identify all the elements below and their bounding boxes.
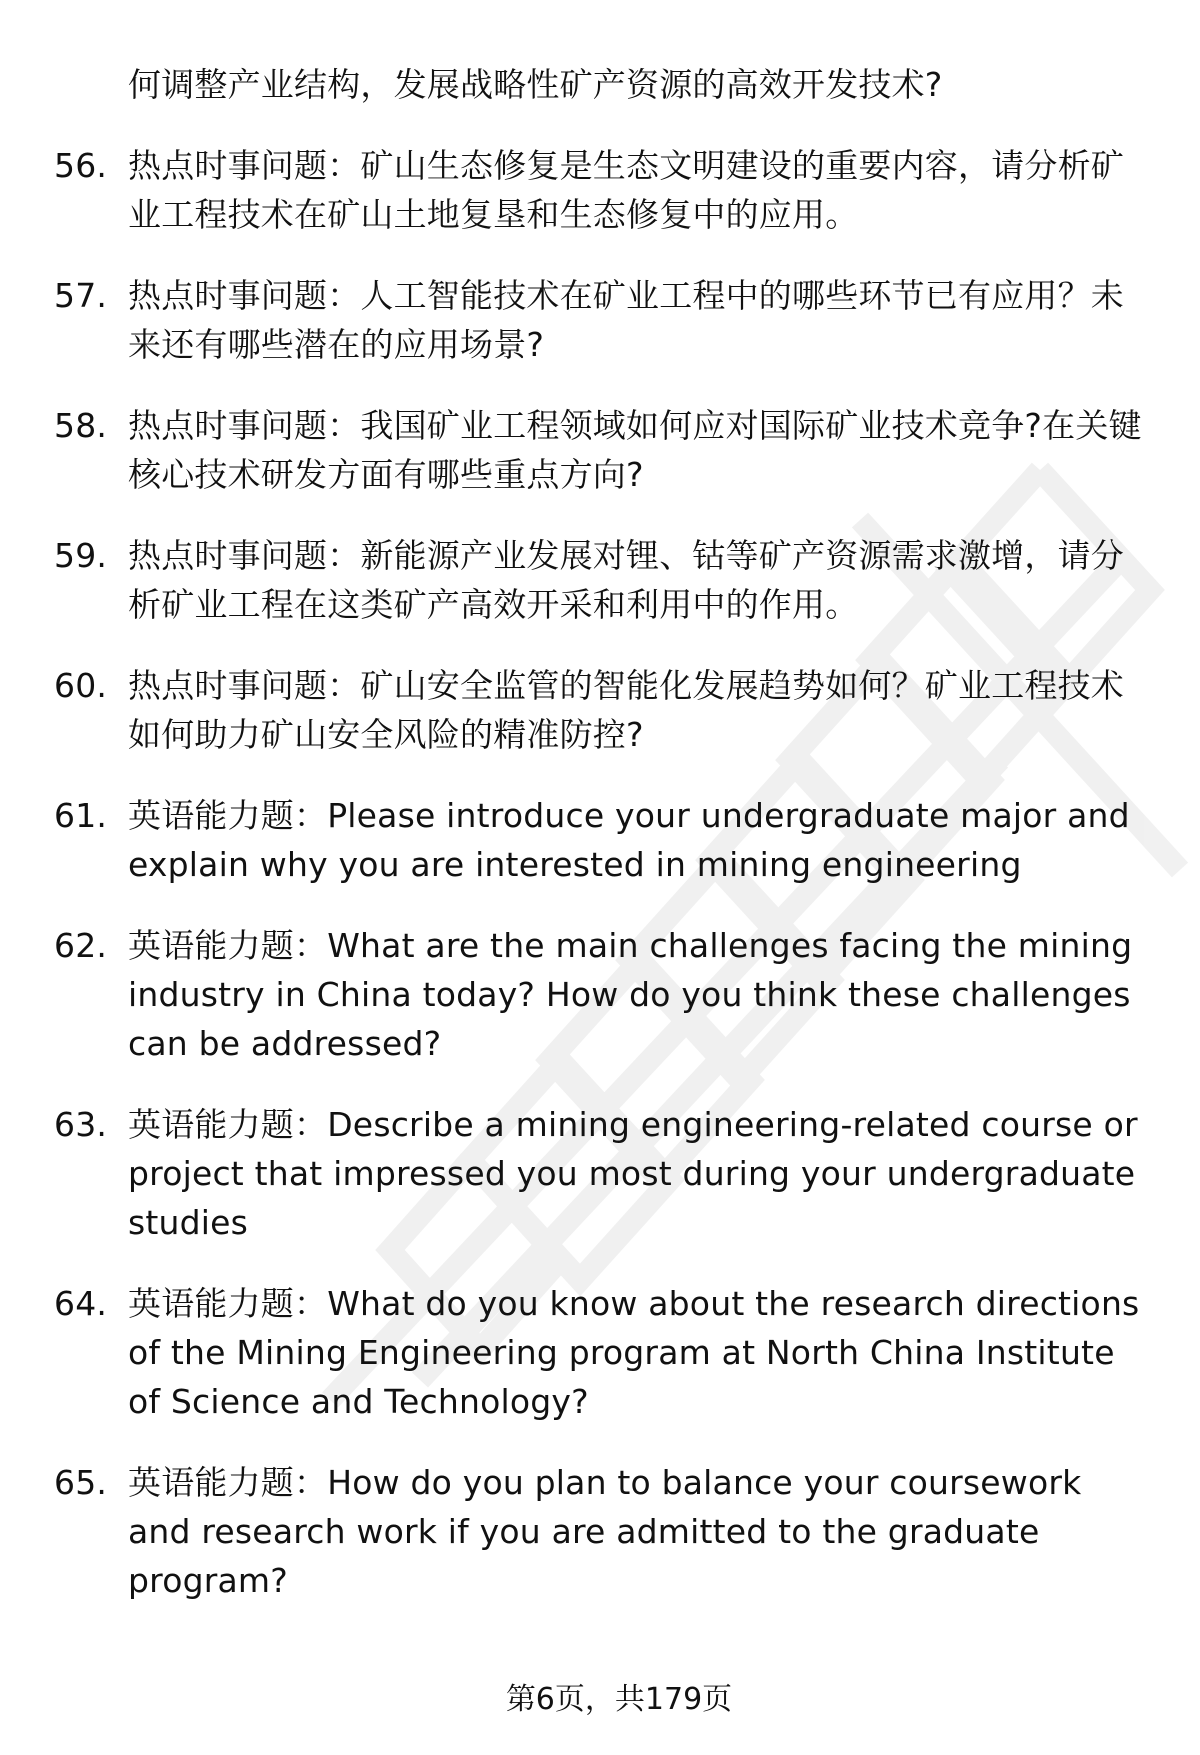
question-number: 59. [54,536,108,575]
question-item [0,661,1200,759]
question-continuation [0,60,1200,109]
question-number: 58. [54,406,108,445]
question-text: 英语能力题：What are the main challenges facing the mining industry in China today? How do you think these challenges can be addressed? [128,926,1133,1063]
question-text: 何调整产业结构，发展战略性矿产资源的高效开发技术? [128,65,943,104]
question-item [0,1279,1200,1426]
question-item [0,921,1200,1068]
question-number: 61. [54,796,108,835]
question-number: 64. [54,1284,108,1323]
question-text: 热点时事问题：人工智能技术在矿业工程中的哪些环节已有应用？未来还有哪些潜在的应用场景? [128,276,1124,364]
question-text: 英语能力题：Describe a mining engineering-related course or project that impressed you most during your undergraduate studies [128,1105,1138,1242]
question-number: 60. [54,666,108,705]
question-item [0,271,1200,369]
page-number-label: 第6页，共179页 [505,1682,733,1717]
question-number: 57. [54,276,108,315]
question-item [0,401,1200,499]
question-text: 热点时事问题：新能源产业发展对锂、钴等矿产资源需求激增，请分析矿业工程在这类矿产高效开采和利用中的作用。 [128,536,1124,624]
question-text: 热点时事问题：我国矿业工程领域如何应对国际矿业技术竞争?在关键核心技术研发方面有哪些重点方向? [128,406,1142,494]
question-text: 热点时事问题：矿山安全监管的智能化发展趋势如何？矿业工程技术如何助力矿山安全风险的精准防控? [128,666,1124,754]
question-text: 英语能力题：How do you plan to balance your coursework and research work if you are admitted to the graduate program? [128,1463,1082,1600]
question-item [0,1100,1200,1247]
page-footer [0,1680,1200,1720]
question-number: 65. [54,1463,108,1502]
question-item [0,791,1200,889]
question-item [0,531,1200,629]
question-number: 62. [54,926,108,965]
question-item [0,141,1200,239]
question-item [0,1458,1200,1605]
question-number: 56. [54,146,108,185]
question-text: 英语能力题：What do you know about the research directions of the Mining Engineering program at North China Institute of Science and Technology? [128,1284,1140,1421]
question-text: 热点时事问题：矿山生态修复是生态文明建设的重要内容，请分析矿业工程技术在矿山土地复垦和生态修复中的应用。 [128,146,1124,234]
document-content [0,60,1200,1637]
question-text: 英语能力题：Please introduce your undergraduate major and explain why you are interested in mining engineering [128,796,1130,884]
question-list [0,60,1200,1605]
question-number: 63. [54,1105,108,1144]
